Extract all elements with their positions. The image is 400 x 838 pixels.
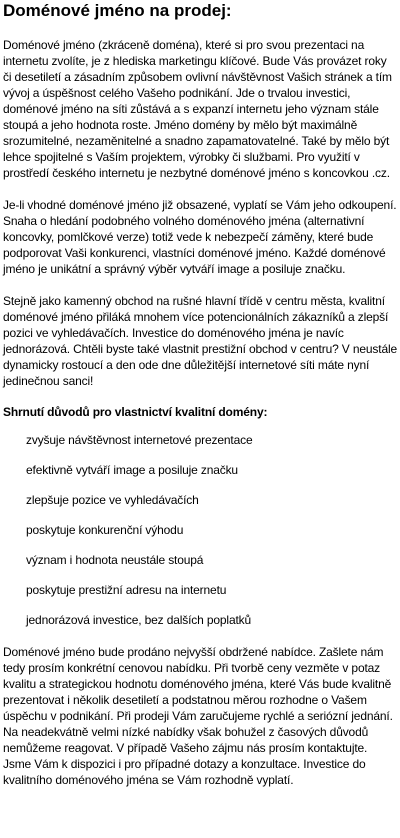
storefront-paragraph: Stejně jako kamenný obchod na rušné hlavní třídě v centru města, kvalitní doménové jméno přiláká mnohem více potencionálních zákazníků a zlepší pozici ve vyhledávačích. Investice do doménového jména je navíc jednorázová. Chtěli byste také vlastnit prestižní obchod v centru? V neustále dynamicky rostoucí a den ode dne důležitější internetové síti máte nyní jedinečnou sanci! [3, 294, 398, 388]
page [0, 1, 400, 838]
closing-paragraph: Doménové jméno bude prodáno nejvyšší obdržené nabídce. Zašlete nám tedy prosím konkrétní cenovou nabídku. Při tvorbě ceny vezměte v potaz kvalitu a strategickou hodnotu doménového jména, které Vás bude kvalitně prezentovat i několik desetiletí a podstatnou měrou rozhodne o Vašem úspěchu v podnikání. Při prodeji Vám zaručujeme rychlé a seriózní jednání. Na neadekvátně velmi nízké nabídky však bohužel z časových důvodů nemůžeme reagovat. V případě Vašeho zájmu nás prosím kontaktujte. Jsme Vám k dispozici i pro případné dotazy a konzultace. Investice do kvalitního doménového jména se Vám rozhodně vyplatí. [3, 645, 393, 787]
list-item: poskytuje prestižní adresu na internetu [26, 583, 227, 597]
list-item: efektivně vytváří image a posiluje značku [26, 463, 238, 477]
list-item: jednorázová investice, bez dalších poplatků [26, 613, 252, 627]
reasons-list [3, 432, 397, 628]
list-item: zlepšuje pozice ve vyhledávačích [26, 493, 199, 507]
list-item: význam i hodnota neustále stoupá [26, 553, 204, 567]
list-item: zvyšuje návštěvnost internetové prezentace [26, 433, 253, 447]
repurchase-paragraph: Je-li vhodné doménové jméno již obsazené, vyplatí se Vám jeho odkoupení. Snaha o hledání podobného volného doménového jména (alternativní koncovky, pomlčkové verze) totiž vede k nebezpečí záměny, které bude podporovat Vaši konkurenci, vlastníci doménové jméno. Každé doménové jméno je unikátní a správný výběr vytváří image a posiluje značku. [3, 198, 397, 276]
list-item: poskytuje konkurenční výhodu [26, 523, 184, 537]
intro-paragraph: Doménové jméno (zkráceně doména), které si pro svou prezentaci na internetu zvolíte, je z hlediska marketingu klíčové. Bude Vás provázet roky či desetiletí a zásadním způsobem ovlivní návštěvnost Vašich stránek a tím vývoj a úspěšnost celého Vašeho podnikání. Jde o trvalou investici, doménové jméno na síti zůstává a s expanzí internetu jeho význam stále stoupá a jeho hodnota roste. Jméno domény by mělo být maximálně srozumitelné, nezaměnitelné a snadno zapamatovatelné. Také by mělo být lehce spojitelné s Vaším projektem, výrobky či službami. Pro využití v prostředí českého internetu je nezbytné doménové jméno s koncovkou .cz. [3, 38, 392, 180]
page-title: Doménové jméno na prodej: [3, 1, 232, 20]
summary-heading: Shrnutí důvodů pro vlastnictví kvalitní domény: [3, 405, 268, 419]
